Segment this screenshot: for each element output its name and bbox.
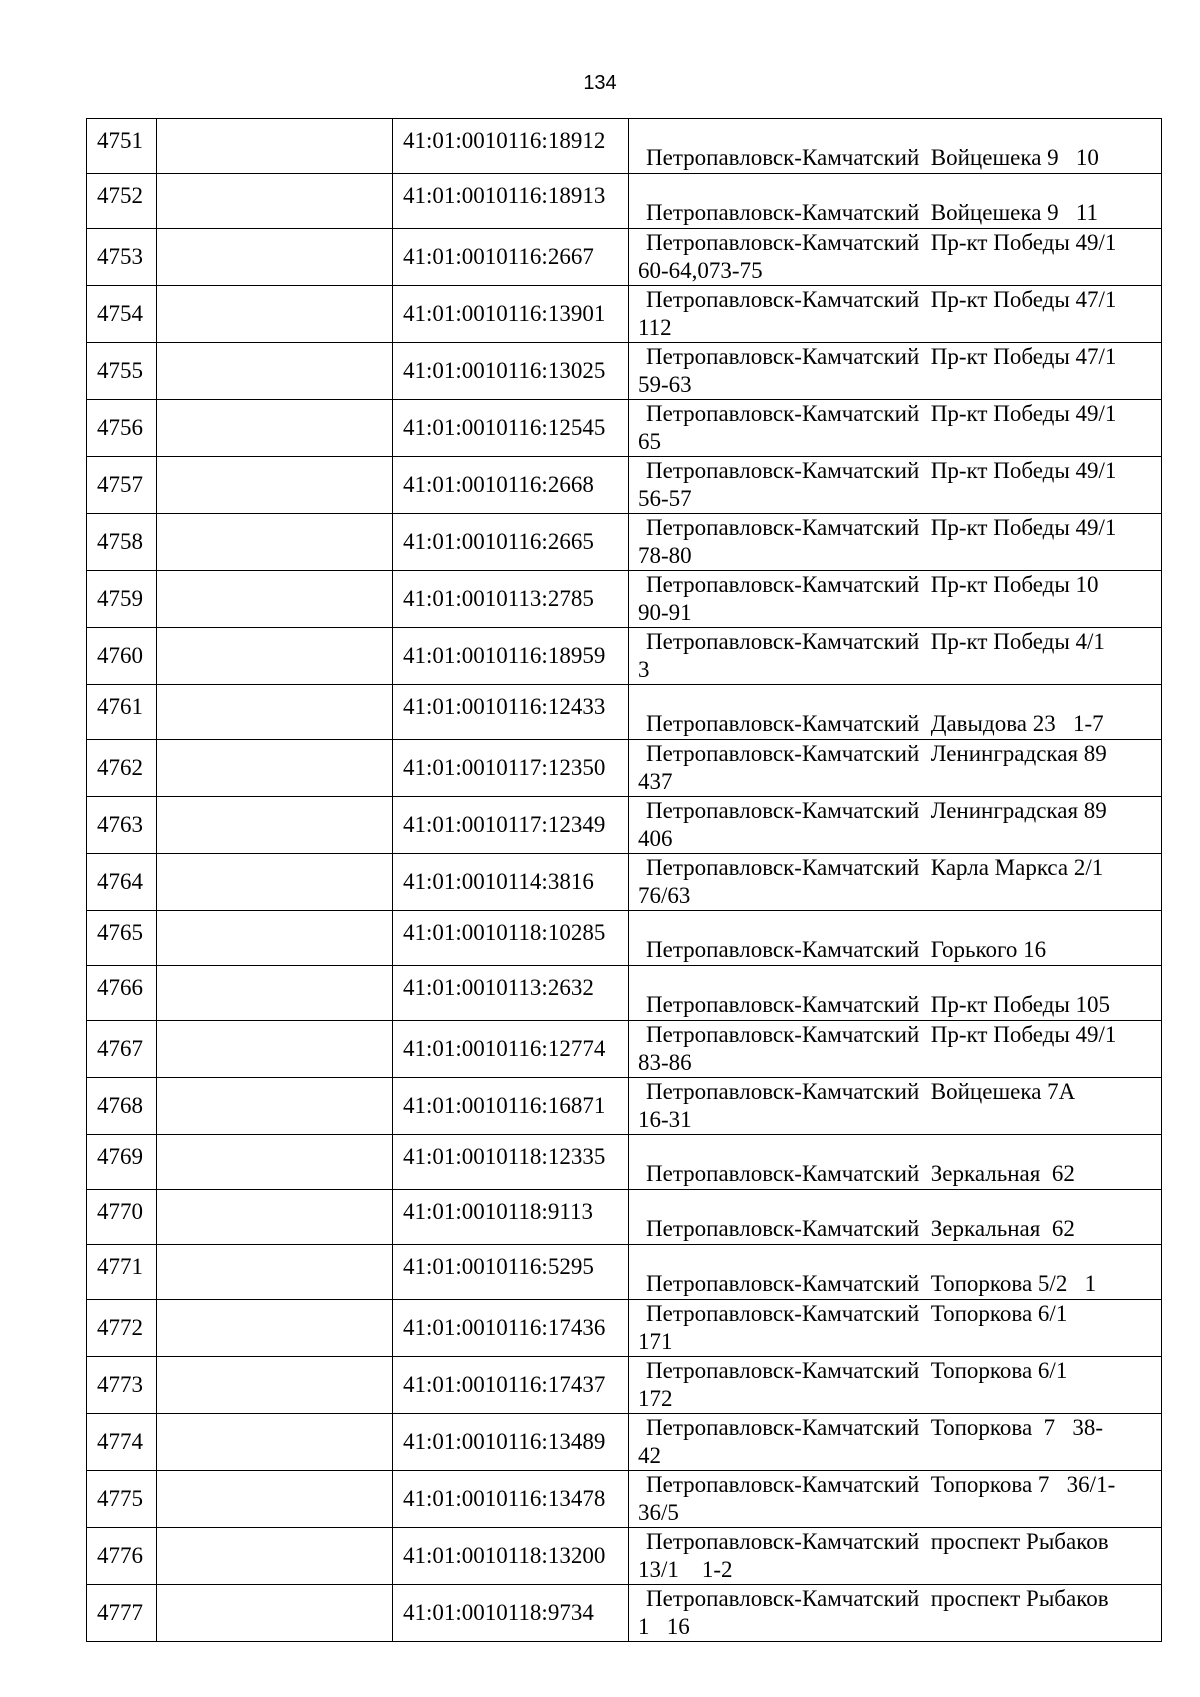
address-cell (629, 1528, 1162, 1585)
empty-cell (157, 514, 393, 571)
empty-cell (157, 740, 393, 797)
row-number-cell: 4756 (87, 400, 157, 457)
table-row (87, 1585, 1162, 1642)
address-line-1: Петропавловск-Камчатский Топоркова 5/2 1 (646, 1271, 1097, 1296)
table-row (87, 457, 1162, 514)
row-number-cell: 4751 (87, 119, 157, 174)
table-row (87, 1021, 1162, 1078)
cadastral-number-cell: 41:01:0010116:18913 (393, 174, 629, 229)
row-number-cell: 4760 (87, 628, 157, 685)
address-line-1: Петропавловск-Камчатский Пр-кт Победы 49/1 (646, 230, 1117, 255)
address-cell (629, 119, 1162, 174)
address-line-2: 172 (638, 1386, 673, 1411)
address-line-1: Петропавловск-Камчатский Пр-кт Победы 47/1 (646, 344, 1117, 369)
cadastral-number-cell: 41:01:0010116:13901 (393, 286, 629, 343)
empty-cell (157, 1300, 393, 1357)
row-number-cell: 4752 (87, 174, 157, 229)
address-cell (629, 966, 1162, 1021)
table-row (87, 740, 1162, 797)
empty-cell (157, 854, 393, 911)
address-line-2: 59-63 (638, 372, 692, 397)
cadastral-number-cell: 41:01:0010116:2668 (393, 457, 629, 514)
address-cell (629, 854, 1162, 911)
address-line-1: Петропавловск-Камчатский проспект Рыбаков (646, 1529, 1109, 1554)
row-number-cell: 4766 (87, 966, 157, 1021)
table-row (87, 1190, 1162, 1245)
address-line-2: 83-86 (638, 1050, 692, 1075)
row-number-cell: 4769 (87, 1135, 157, 1190)
cadastral-number-cell: 41:01:0010118:10285 (393, 911, 629, 966)
address-cell (629, 174, 1162, 229)
address-line-2: 1 16 (638, 1614, 690, 1639)
address-line-1: Петропавловск-Камчатский Пр-кт Победы 49/1 (646, 515, 1117, 540)
address-cell (629, 1357, 1162, 1414)
table-row (87, 571, 1162, 628)
address-cell (629, 797, 1162, 854)
table-row (87, 400, 1162, 457)
cadastral-number-cell: 41:01:0010117:12349 (393, 797, 629, 854)
address-line-2: 78-80 (638, 543, 692, 568)
address-cell (629, 1300, 1162, 1357)
address-cell (629, 685, 1162, 740)
table-row (87, 343, 1162, 400)
address-line-2: 36/5 (638, 1500, 679, 1525)
cadastral-number-cell: 41:01:0010116:12545 (393, 400, 629, 457)
cadastral-number-cell: 41:01:0010116:13478 (393, 1471, 629, 1528)
row-number-cell: 4770 (87, 1190, 157, 1245)
address-cell (629, 457, 1162, 514)
row-number-cell: 4764 (87, 854, 157, 911)
address-cell (629, 1190, 1162, 1245)
row-number-cell: 4758 (87, 514, 157, 571)
address-line-2: 60-64,073-75 (638, 258, 763, 283)
empty-cell (157, 343, 393, 400)
address-line-2: 56-57 (638, 486, 692, 511)
empty-cell (157, 286, 393, 343)
cadastral-number-cell: 41:01:0010116:12433 (393, 685, 629, 740)
table-row (87, 1078, 1162, 1135)
row-number-cell: 4767 (87, 1021, 157, 1078)
empty-cell (157, 1245, 393, 1300)
row-number-cell: 4761 (87, 685, 157, 740)
empty-cell (157, 1357, 393, 1414)
row-number-cell: 4759 (87, 571, 157, 628)
cadastral-number-cell: 41:01:0010116:18912 (393, 119, 629, 174)
row-number-cell: 4777 (87, 1585, 157, 1642)
address-line-1: Петропавловск-Камчатский Карла Маркса 2/1 (646, 855, 1104, 880)
address-cell (629, 1021, 1162, 1078)
table-row (87, 1414, 1162, 1471)
page-number: 134 (583, 72, 617, 94)
empty-cell (157, 571, 393, 628)
row-number-cell: 4754 (87, 286, 157, 343)
table-row (87, 797, 1162, 854)
empty-cell (157, 1135, 393, 1190)
cadastral-number-cell: 41:01:0010116:17436 (393, 1300, 629, 1357)
table-row (87, 1471, 1162, 1528)
row-number-cell: 4771 (87, 1245, 157, 1300)
empty-cell (157, 457, 393, 514)
empty-cell (157, 911, 393, 966)
row-number-cell: 4775 (87, 1471, 157, 1528)
row-number-cell: 4776 (87, 1528, 157, 1585)
row-number-cell: 4768 (87, 1078, 157, 1135)
row-number-cell: 4757 (87, 457, 157, 514)
empty-cell (157, 1021, 393, 1078)
table-row (87, 966, 1162, 1021)
cadastral-number-cell: 41:01:0010116:13025 (393, 343, 629, 400)
table-row (87, 685, 1162, 740)
empty-cell (157, 797, 393, 854)
table-row (87, 854, 1162, 911)
address-cell (629, 286, 1162, 343)
address-cell (629, 911, 1162, 966)
table-row (87, 229, 1162, 286)
address-line-1: Петропавловск-Камчатский проспект Рыбаков (646, 1586, 1109, 1611)
empty-cell (157, 1414, 393, 1471)
table-row (87, 286, 1162, 343)
address-line-2: 437 (638, 769, 673, 794)
registry-table (86, 118, 1162, 1642)
address-line-2: 65 (638, 429, 661, 454)
address-line-1: Петропавловск-Камчатский Пр-кт Победы 47/1 (646, 287, 1117, 312)
address-line-1: Петропавловск-Камчатский Войцешека 9 10 (646, 145, 1099, 170)
address-line-1: Петропавловск-Камчатский Пр-кт Победы 10 (646, 572, 1099, 597)
cadastral-number-cell: 41:01:0010114:3816 (393, 854, 629, 911)
cadastral-number-cell: 41:01:0010113:2785 (393, 571, 629, 628)
row-number-cell: 4774 (87, 1414, 157, 1471)
address-cell (629, 1414, 1162, 1471)
empty-cell (157, 1078, 393, 1135)
address-cell (629, 571, 1162, 628)
address-line-1: Петропавловск-Камчатский Ленинградская 89 (646, 798, 1107, 823)
address-line-2: 42 (638, 1443, 661, 1468)
cadastral-number-cell: 41:01:0010118:13200 (393, 1528, 629, 1585)
table-row (87, 911, 1162, 966)
cadastral-number-cell: 41:01:0010116:12774 (393, 1021, 629, 1078)
table-row (87, 1245, 1162, 1300)
cadastral-number-cell: 41:01:0010116:13489 (393, 1414, 629, 1471)
address-cell (629, 1078, 1162, 1135)
cadastral-number-cell: 41:01:0010118:9113 (393, 1190, 629, 1245)
cadastral-number-cell: 41:01:0010113:2632 (393, 966, 629, 1021)
address-line-2: 171 (638, 1329, 673, 1354)
address-line-2: 76/63 (638, 883, 691, 908)
empty-cell (157, 1585, 393, 1642)
table-row (87, 1357, 1162, 1414)
empty-cell (157, 119, 393, 174)
address-cell (629, 400, 1162, 457)
table-row (87, 1528, 1162, 1585)
address-line-1: Петропавловск-Камчатский Зеркальная 62 (646, 1216, 1075, 1241)
cadastral-number-cell: 41:01:0010116:5295 (393, 1245, 629, 1300)
address-line-2: 90-91 (638, 600, 692, 625)
cadastral-number-cell: 41:01:0010116:16871 (393, 1078, 629, 1135)
address-cell (629, 1245, 1162, 1300)
address-line-1: Петропавловск-Камчатский Пр-кт Победы 49/1 (646, 1022, 1117, 1047)
address-cell (629, 343, 1162, 400)
table-row (87, 628, 1162, 685)
cadastral-number-cell: 41:01:0010116:17437 (393, 1357, 629, 1414)
table-row (87, 1300, 1162, 1357)
address-line-1: Петропавловск-Камчатский Пр-кт Победы 49/1 (646, 458, 1117, 483)
row-number-cell: 4755 (87, 343, 157, 400)
address-line-1: Петропавловск-Камчатский Войцешека 9 11 (646, 200, 1099, 225)
empty-cell (157, 229, 393, 286)
empty-cell (157, 174, 393, 229)
address-line-1: Петропавловск-Камчатский Топоркова 6/1 (646, 1301, 1068, 1326)
address-line-1: Петропавловск-Камчатский Топоркова 7 36/1- (646, 1472, 1116, 1497)
cadastral-number-cell: 41:01:0010118:9734 (393, 1585, 629, 1642)
address-line-1: Петропавловск-Камчатский Давыдова 23 1-7 (646, 711, 1104, 736)
table-row (87, 1135, 1162, 1190)
table-row (87, 174, 1162, 229)
cadastral-number-cell: 41:01:0010118:12335 (393, 1135, 629, 1190)
row-number-cell: 4772 (87, 1300, 157, 1357)
address-cell (629, 628, 1162, 685)
empty-cell (157, 685, 393, 740)
empty-cell (157, 1528, 393, 1585)
row-number-cell: 4765 (87, 911, 157, 966)
address-cell (629, 1135, 1162, 1190)
empty-cell (157, 1471, 393, 1528)
address-cell (629, 1585, 1162, 1642)
table-row (87, 119, 1162, 174)
row-number-cell: 4762 (87, 740, 157, 797)
address-line-1: Петропавловск-Камчатский Топоркова 6/1 (646, 1358, 1068, 1383)
row-number-cell: 4763 (87, 797, 157, 854)
cadastral-number-cell: 41:01:0010117:12350 (393, 740, 629, 797)
empty-cell (157, 400, 393, 457)
address-line-1: Петропавловск-Камчатский Войцешека 7А (646, 1079, 1076, 1104)
row-number-cell: 4773 (87, 1357, 157, 1414)
registry-table-body (87, 119, 1162, 1642)
empty-cell (157, 1190, 393, 1245)
row-number-cell: 4753 (87, 229, 157, 286)
address-cell (629, 229, 1162, 286)
address-cell (629, 740, 1162, 797)
address-line-1: Петропавловск-Камчатский Пр-кт Победы 105 (646, 992, 1111, 1017)
address-line-2: 112 (638, 315, 672, 340)
table-row (87, 514, 1162, 571)
address-line-1: Петропавловск-Камчатский Пр-кт Победы 4/1 (646, 629, 1105, 654)
address-line-1: Петропавловск-Камчатский Зеркальная 62 (646, 1161, 1075, 1186)
address-line-1: Петропавловск-Камчатский Топоркова 7 38- (646, 1415, 1104, 1440)
cadastral-number-cell: 41:01:0010116:2665 (393, 514, 629, 571)
address-cell (629, 514, 1162, 571)
address-line-2: 13/1 1-2 (638, 1557, 733, 1582)
address-line-1: Петропавловск-Камчатский Ленинградская 89 (646, 741, 1107, 766)
cadastral-number-cell: 41:01:0010116:18959 (393, 628, 629, 685)
address-line-1: Петропавловск-Камчатский Пр-кт Победы 49/1 (646, 401, 1117, 426)
address-line-2: 3 (638, 657, 650, 682)
address-line-2: 406 (638, 826, 673, 851)
address-cell (629, 1471, 1162, 1528)
cadastral-number-cell: 41:01:0010116:2667 (393, 229, 629, 286)
address-line-1: Петропавловск-Камчатский Горького 16 (646, 937, 1047, 962)
empty-cell (157, 966, 393, 1021)
empty-cell (157, 628, 393, 685)
address-line-2: 16-31 (638, 1107, 692, 1132)
